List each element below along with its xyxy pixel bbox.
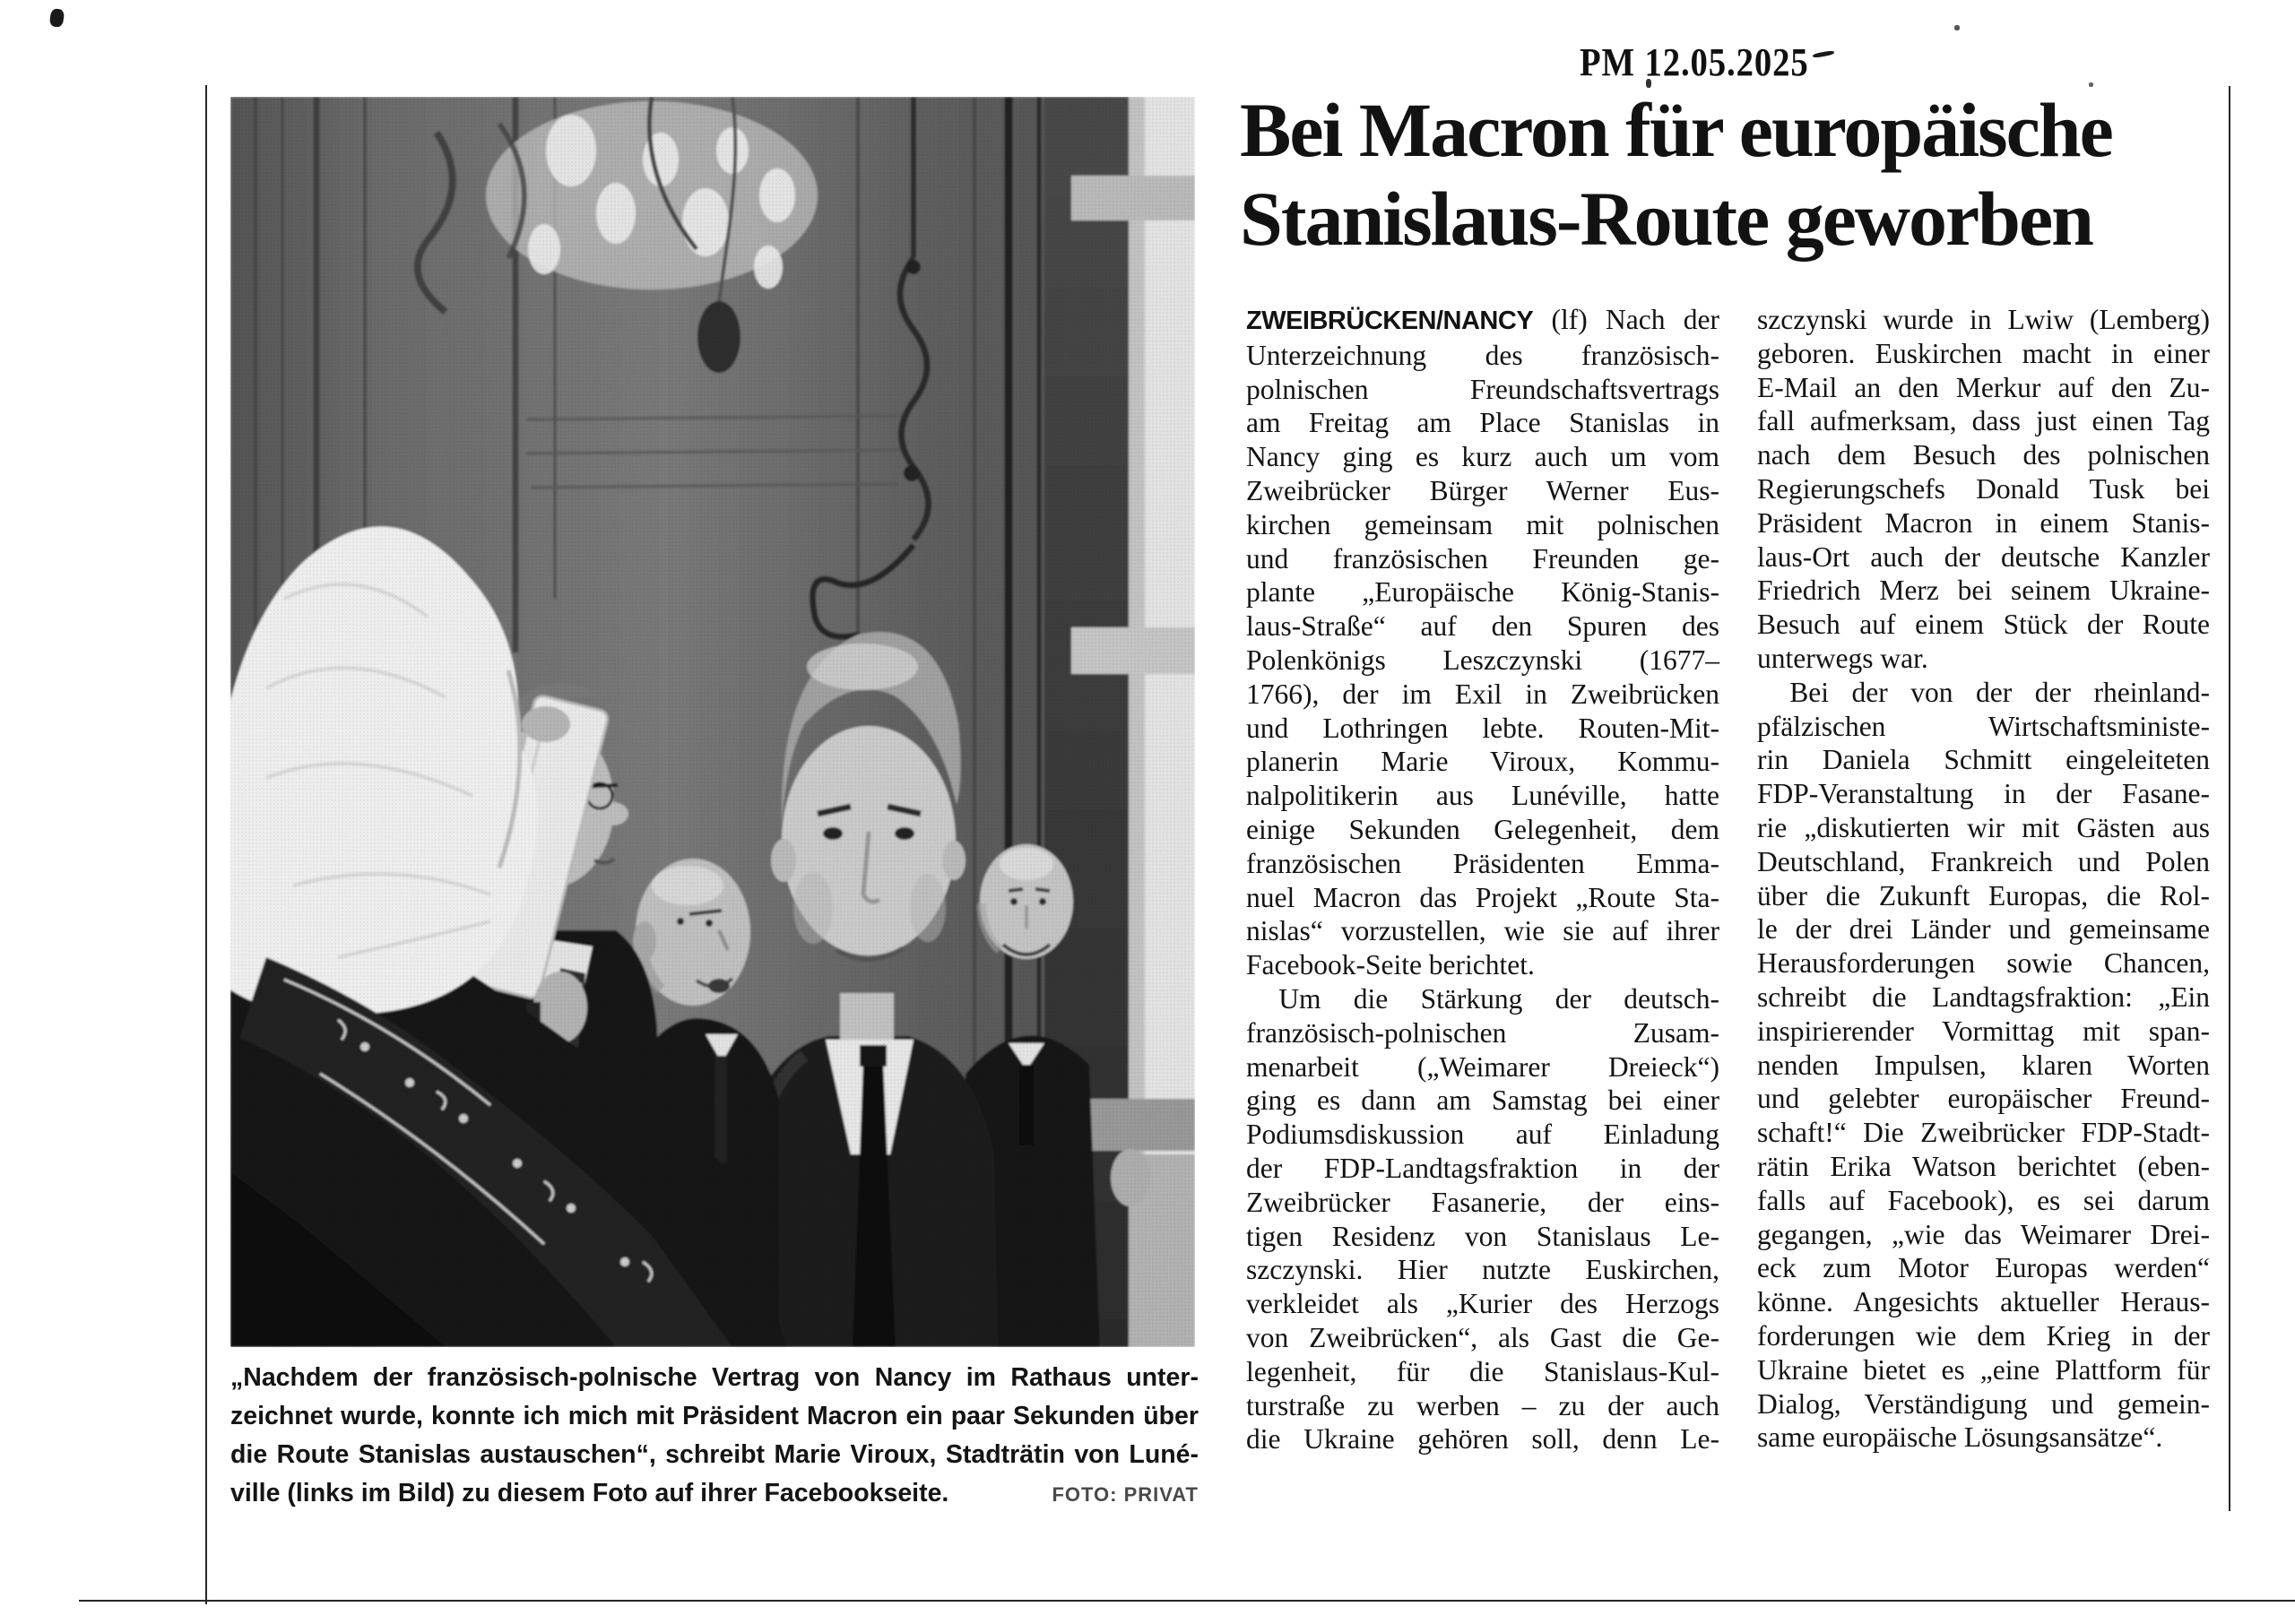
text-line: gegangen, „wie das Weimarer Drei- [1757,1218,2210,1250]
article-column-2 [1757,303,2210,1455]
text-line: Bei der von der der rheinland- [1789,676,2210,708]
text-line: von Zweibrücken“, als Gast die Ge- [1246,1321,1719,1353]
text-line: eck zum Motor Europas werden“ [1757,1252,2210,1284]
text-line: pfälzischen Wirtschaftsministe- [1757,710,2210,742]
text-line: Deutschland, Frankreich und Polen [1757,845,2210,877]
text-line: Polenkönigs Leszczynski (1677– [1246,644,1719,676]
text-line: nach dem Besuch des polnischen [1757,439,2210,471]
text-line: ging es dann am Samstag bei einer [1246,1084,1719,1117]
text-line: szczynski. Hier nutzte Euskirchen, [1246,1254,1719,1286]
caption-line: „Nachdem der französisch-polnische Vertrag von Nancy im Rathaus unter- [230,1363,1199,1392]
paragraph-1-last-line: Facebook-Seite berichtet. [1246,949,1535,981]
text-line: plante „Europäische König-Stanis- [1246,576,1719,609]
text-line: tigen Residenz von Stanislaus Le- [1246,1220,1719,1252]
text-line: nenden Impulsen, klaren Worten [1757,1049,2210,1081]
text-line: menarbeit („Weimarer Dreieck“) [1246,1050,1719,1083]
text-line: könne. Angesichts aktueller Heraus- [1757,1286,2210,1318]
text-line: falls auf Facebook), es sei darum [1757,1184,2210,1216]
text-line: Zweibrücker Bürger Werner Eus- [1246,474,1719,506]
text-line: und gelebter europäischer Freund- [1757,1083,2210,1115]
text-line: le der drei Länder und gemeinsame [1757,913,2210,946]
paragraph-4-lines [1757,676,2210,1421]
text-line: fall aufmerksam, dass just einen Tag [1757,405,2210,437]
article-headline [1240,86,2217,263]
headline-line-2: Stanislaus-Route geworben [1240,176,2093,262]
text-line: nuel Macron das Projekt „Route Sta- [1246,881,1719,913]
caption-line: zeichnet wurde, konnte ich mich mit Präsident Macron ein paar Sekunden über [230,1402,1199,1430]
lead-rest: (lf) Nach der [1551,304,1720,335]
paragraph-4 [1757,676,2210,1455]
text-line: schaft!“ Die Zweibrücker FDP-Stadt- [1757,1117,2210,1149]
text-line: polnischen Freundschaftsvertrags [1246,373,1719,405]
right-column-rule [2229,86,2230,1511]
text-line: der FDP-Landtagsfraktion in der [1246,1152,1719,1184]
location-lead: ZWEIBRÜCKEN/NANCY [1246,307,1534,335]
text-line: 1766), der im Exil in Zweibrücken [1246,678,1719,710]
text-line: Friedrich Merz bei seinem Ukraine- [1757,574,2210,607]
text-line: und Lothringen lebte. Routen-Mit- [1246,712,1719,744]
text-line: Um die Stärkung der deutsch- [1278,982,1719,1015]
caption-lines [230,1359,1199,1474]
text-line: am Freitag am Place Stanislas in [1246,407,1719,439]
bottom-scan-edge-line [79,1600,2295,1602]
text-line: FDP-Veranstaltung in der Fasane- [1757,778,2210,810]
paragraph-lead-line [1246,303,1719,339]
paragraph-3-lines [1757,303,2210,642]
text-line: französischen Präsidenten Emma- [1246,847,1719,879]
text-line: Podiumsdiskussion auf Einladung [1246,1119,1719,1151]
text-line: Zweibrücker Fasanerie, der eins- [1246,1186,1719,1218]
text-line: Regierungschefs Donald Tusk bei [1757,472,2210,505]
scan-speck [49,8,65,28]
text-line: verkleidet als „Kurier des Herzogs [1246,1288,1719,1320]
text-line: geboren. Euskirchen macht in einer [1757,337,2210,369]
text-line: einige Sekunden Gelegenheit, dem [1246,813,1719,845]
article-photo [230,97,1195,1347]
text-line: rin Daniela Schmitt eingeleiteten [1757,744,2210,776]
caption-last-line: ville (links im Bild) zu diesem Foto auf ihrer Facebookseite. [230,1479,949,1507]
text-line: szczynski wurde in Lwiw (Lemberg) [1757,304,2210,335]
paragraph-4-last-line: same europäische Lösungsansätze“. [1757,1421,2163,1454]
text-line: nislas“ vorzustellen, wie sie auf ihrer [1246,915,1719,947]
text-line: Ukraine bietet es „eine Plattform für [1757,1353,2210,1386]
text-line: die Ukraine gehören soll, denn Le- [1246,1423,1719,1456]
paragraph-3-last-line: unterwegs war. [1757,642,1928,674]
text-line: Präsident Macron in einem Stanis- [1757,506,2210,539]
text-line: nalpolitikerin aus Lunéville, hatte [1246,780,1719,812]
paragraph-3 [1757,303,2210,676]
text-line: und französischen Freunden ge- [1246,542,1719,574]
article-column-1 [1246,303,1719,1456]
text-line: kirchen gemeinsam mit polnischen [1246,508,1719,540]
text-line: inspirierender Vormittag mit span- [1757,1015,2210,1047]
caption-line: die Route Stanislas austauschen“, schreibt Marie Viroux, Stadträtin von Luné- [230,1440,1199,1469]
text-line: planerin Marie Viroux, Kommu- [1246,746,1719,778]
text-line: über die Zukunft Europas, die Rol- [1757,879,2210,911]
scan-speck [1813,50,1835,58]
text-line: schreibt die Landtagsfraktion: „Ein [1757,980,2210,1013]
dateline-stamp: PM 12.05.2025 [1580,40,1809,84]
text-line: Besuch auf einem Stück der Route [1757,609,2210,641]
text-line: Nancy ging es kurz auch um vom [1246,441,1719,473]
text-line: laus-Straße“ auf den Spuren des [1246,610,1719,643]
paragraph-1-lines [1246,339,1719,948]
photo-credit: FOTO: PRIVAT [1052,1483,1199,1506]
text-line: Herausforderungen sowie Chancen, [1757,947,2210,980]
paragraph-2 [1246,982,1719,1456]
photo-caption [230,1359,1199,1514]
text-line: turstraße zu werben – zu der auch [1246,1389,1719,1421]
paragraph-1 [1246,303,1719,982]
text-line: legenheit, für die Stanislaus-Kul- [1246,1355,1719,1387]
text-line: E-Mail an den Merkur auf den Zu- [1757,371,2210,403]
scan-speck [1954,25,1960,30]
text-line: laus-Ort auch der deutsche Kanzler [1757,540,2210,573]
left-scan-edge-line [205,85,207,1604]
text-line: Dialog, Verständigung und gemein- [1757,1387,2210,1420]
headline-line-1: Bei Macron für europäische [1240,87,2112,173]
text-line: rie „diskutierten wir mit Gästen aus [1757,811,2210,843]
text-line: rätin Erika Watson berichtet (eben- [1757,1150,2210,1182]
text-line: forderungen wie dem Krieg in der [1757,1319,2210,1352]
text-line: Unterzeichnung des französisch- [1246,339,1719,371]
text-line: französisch-polnischen Zusam- [1246,1016,1719,1049]
caption-last-row [230,1474,1199,1514]
